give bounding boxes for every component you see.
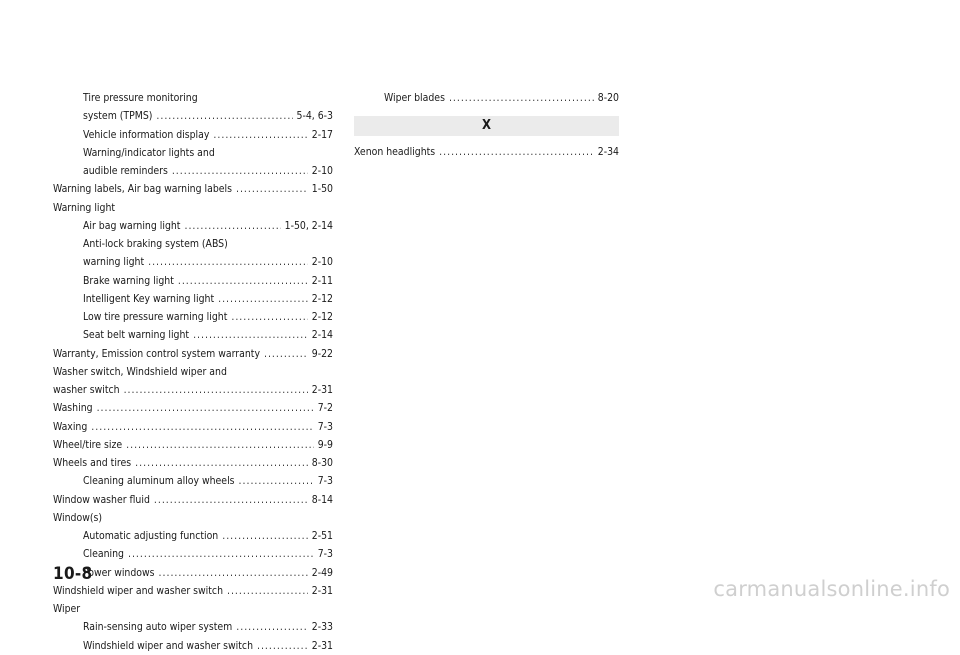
index-entry-page: 2-12 [311, 311, 333, 323]
index-list-before-x [354, 89, 619, 107]
index-entry-text: Vehicle information display [83, 128, 210, 141]
index-entry [53, 527, 333, 545]
dot-leader [124, 381, 308, 399]
index-entry [53, 162, 333, 180]
index-entry-text: Brake warning light [83, 274, 174, 287]
dot-leader [178, 272, 308, 290]
index-entry-text: washer switch [53, 384, 120, 396]
dot-leader [156, 107, 292, 125]
dot-leader [184, 217, 280, 235]
index-entry-page: 1-50, 2-14 [284, 219, 333, 232]
index-column-right [354, 89, 619, 162]
index-entry-page: 2-33 [311, 621, 333, 634]
dot-leader [227, 582, 308, 600]
index-entry [53, 582, 333, 600]
dot-leader [135, 454, 308, 472]
index-entry [53, 89, 333, 107]
dot-leader [172, 162, 308, 180]
section-heading-x [354, 116, 619, 136]
index-entry [53, 272, 333, 290]
index-entry-text: Power windows [83, 566, 155, 579]
index-entry-page: 2-49 [311, 566, 333, 579]
index-entry [53, 126, 333, 144]
index-entry-text: Automatic adjusting function [83, 530, 219, 542]
index-entry [53, 454, 333, 472]
index-entry [53, 509, 333, 527]
index-entry-text: Window washer fluid [53, 493, 150, 506]
index-entry-page: 7-2 [317, 402, 333, 415]
index-entry-page: 1-50 [311, 183, 333, 196]
index-entry [53, 217, 333, 235]
dot-leader [449, 89, 594, 107]
index-entry-text: Wheels and tires [53, 457, 132, 469]
index-entry-text: Warning light [53, 201, 116, 214]
index-entry-page: 2-14 [311, 329, 333, 342]
index-entry-page: 8-30 [311, 457, 333, 469]
index-entry [53, 381, 333, 399]
index-entry-text: Xenon headlights [354, 146, 436, 159]
index-entry [53, 253, 333, 271]
index-entry-page: 5-4, 6-3 [296, 110, 333, 123]
index-entry-text: Air bag warning light [83, 219, 181, 232]
index-entry [53, 308, 333, 326]
index-entry [53, 564, 333, 582]
index-entry [53, 107, 333, 125]
index-entry [53, 418, 333, 436]
index-entry [354, 143, 619, 161]
index-entry [53, 363, 333, 381]
index-entry-page: 2-10 [311, 256, 333, 269]
index-entry-page: 2-31 [311, 384, 333, 396]
index-entry-text: Warning labels, Air bag warning labels [53, 183, 232, 196]
index-entry [53, 180, 333, 198]
index-entry-text: Wiper blades [384, 92, 445, 104]
index-entry-text: Cleaning [83, 548, 124, 561]
index-entry [354, 89, 619, 107]
watermark: carmanualsonline.info [713, 577, 950, 601]
index-entry-page: 2-51 [311, 530, 333, 542]
page-number: 10-8 [53, 564, 93, 584]
index-entry-page: 8-14 [311, 493, 333, 506]
index-entry [53, 637, 333, 655]
index-entry-page: 2-34 [597, 146, 619, 159]
index-entry-text: Cleaning aluminum alloy wheels [83, 475, 235, 488]
index-entry-page: 9-22 [311, 347, 333, 360]
dot-leader [231, 308, 307, 326]
index-entry-text: Intelligent Key warning light [83, 292, 215, 305]
index-entry [53, 545, 333, 563]
index-entry-text: system (TPMS) [83, 110, 153, 123]
index-entry-text: Anti-lock braking system (ABS) [83, 238, 228, 250]
index-entry-page: 2-11 [311, 274, 333, 287]
index-entry-text: Washing [53, 402, 93, 415]
index-entry-text: Washer switch, Windshield wiper and [53, 365, 227, 378]
dot-leader [154, 491, 308, 509]
index-entry [53, 144, 333, 162]
dot-leader [213, 126, 307, 144]
index-entry-text: Window(s) [53, 511, 103, 524]
index-entry [53, 235, 333, 253]
dot-leader [126, 436, 314, 454]
index-entry-text: audible reminders [83, 165, 168, 177]
dot-leader [264, 345, 308, 363]
index-entry-page: 7-3 [317, 420, 333, 433]
dot-leader [236, 180, 308, 198]
index-entry-page: 8-20 [597, 92, 619, 104]
index-entry-page: 2-31 [311, 639, 333, 652]
index-entry-page: 9-9 [317, 438, 333, 451]
dot-leader [439, 143, 594, 161]
index-entry-text: Tire pressure monitoring [83, 92, 198, 104]
dot-leader [239, 472, 314, 490]
index-entry [53, 600, 333, 618]
index-entry-text: Windshield wiper and washer switch [83, 639, 253, 652]
index-entry [53, 345, 333, 363]
index-entry-page: 2-10 [311, 165, 333, 177]
index-entry-text: Warning/indicator lights and [83, 146, 215, 159]
index-entry-text: Wiper [53, 603, 81, 615]
dot-leader [257, 637, 308, 655]
index-entry [53, 491, 333, 509]
index-entry-page: 7-3 [317, 475, 333, 488]
dot-leader [236, 618, 308, 636]
dot-leader [222, 527, 308, 545]
dot-leader [148, 253, 308, 271]
dot-leader [159, 564, 308, 582]
index-entry-page: 2-31 [311, 584, 333, 597]
section-letter: X [481, 118, 492, 134]
index-entry-page: 2-17 [311, 128, 333, 141]
dot-leader [91, 418, 313, 436]
index-entry-page: 2-12 [311, 292, 333, 305]
index-entry-page: 7-3 [317, 548, 333, 561]
dot-leader [97, 399, 314, 417]
dot-leader [218, 290, 308, 308]
index-entry-text: Low tire pressure warning light [83, 311, 228, 323]
index-entry-text: Windshield wiper and washer switch [53, 584, 223, 597]
index-entry [53, 618, 333, 636]
index-list-after-x [354, 143, 619, 161]
index-entry-text: Wheel/tire size [53, 438, 123, 451]
index-entry [53, 399, 333, 417]
index-entry [53, 290, 333, 308]
index-entry-text: Rain-sensing auto wiper system [83, 621, 233, 634]
index-entry [53, 326, 333, 344]
index-entry-text: warning light [83, 256, 145, 269]
index-entry-text: Seat belt warning light [83, 329, 190, 342]
index-entry-text: Warranty, Emission control system warranty [53, 347, 260, 360]
index-entry [53, 472, 333, 490]
index-entry-text: Waxing [53, 420, 88, 433]
index-entry [53, 436, 333, 454]
dot-leader [193, 326, 308, 344]
dot-leader [128, 545, 314, 563]
index-column-left [53, 89, 333, 655]
index-entry [53, 199, 333, 217]
